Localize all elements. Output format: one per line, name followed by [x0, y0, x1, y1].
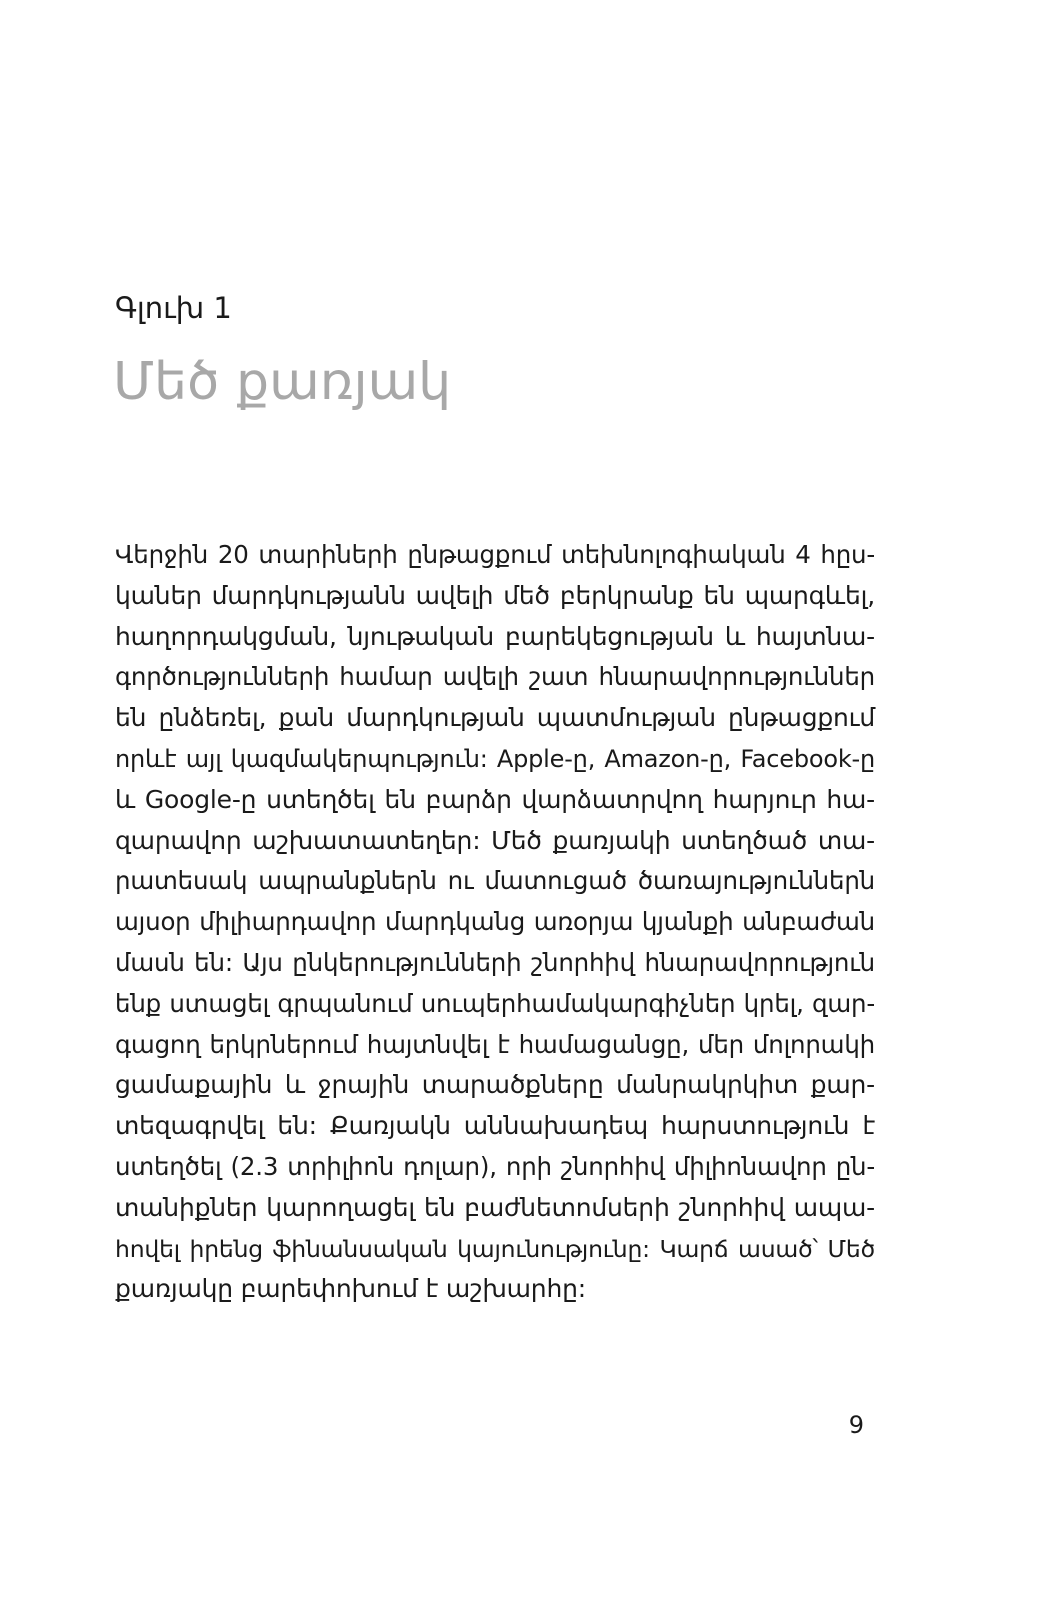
chapter-title: Մեծ քառյակ: [113, 352, 452, 412]
body-line: կաներ մարդկությանն ավելի մեծ բերկրանք են պարգևել,: [115, 580, 875, 610]
body-line: որևէ այլ կազմակերպություն: Apple-ը, Amazon-ը, Facebook-ը: [115, 744, 875, 773]
body-line: հովել իրենց ֆինանսական կայունությունը: Կարճ ասած՝ Մեծ: [115, 1234, 875, 1263]
body-line: զարավոր աշխատատեղեր: Մեծ քառյակի ստեղծած տա-: [115, 825, 875, 855]
body-line: հաղորդակցման, նյութական բարեկեցության և հայտնա-: [115, 621, 875, 651]
body-line: գործությունների համար ավելի շատ հնարավորություններ: [115, 662, 875, 692]
body-line: այսօր միլիարդավոր մարդկանց առօրյա կյանքի անբաժան: [115, 907, 875, 937]
body-line: գացող երկրներում հայտնվել է համացանցը, մեր մոլորակի: [115, 1029, 875, 1059]
chapter-label: Գլուխ 1: [115, 291, 232, 325]
body-line: քառյակը բարեփոխում է աշխարհը:: [115, 1274, 586, 1304]
body-line: տանիքներ կարողացել են բաժնետոմսերի շնորհիվ ապա-: [115, 1192, 875, 1222]
body-line: ենք ստացել գրպանում սուպերհամակարգիչներ կրել, զար-: [115, 988, 875, 1018]
body-paragraph: [115, 535, 875, 1310]
body-line: րատեսակ ապրանքներն ու մատուցած ծառայություններն: [115, 866, 875, 896]
body-line: և Google-ը ստեղծել են բարձր վարձատրվող հարյուր հա-: [115, 784, 875, 814]
body-line: ցամաքային և ջրային տարածքները մանրակրկիտ քար-: [115, 1070, 875, 1100]
body-line: ստեղծել (2.3 տրիլիոն դոլար), որի շնորհիվ միլիոնավոր ըն-: [115, 1151, 875, 1181]
body-line: Վերջին 20 տարիների ընթացքում տեխնոլոգիական 4 հըս-: [115, 540, 875, 569]
page-number: 9: [848, 1411, 864, 1439]
body-line: տեզագրվել են: Քառյակն աննախադեպ հարստություն է: [115, 1111, 875, 1141]
body-line: մասն են: Այս ընկերությունների շնորհիվ հնարավորություն: [115, 947, 875, 977]
body-line: են ընձեռել, քան մարդկության պատմության ընթացքում: [115, 703, 875, 733]
